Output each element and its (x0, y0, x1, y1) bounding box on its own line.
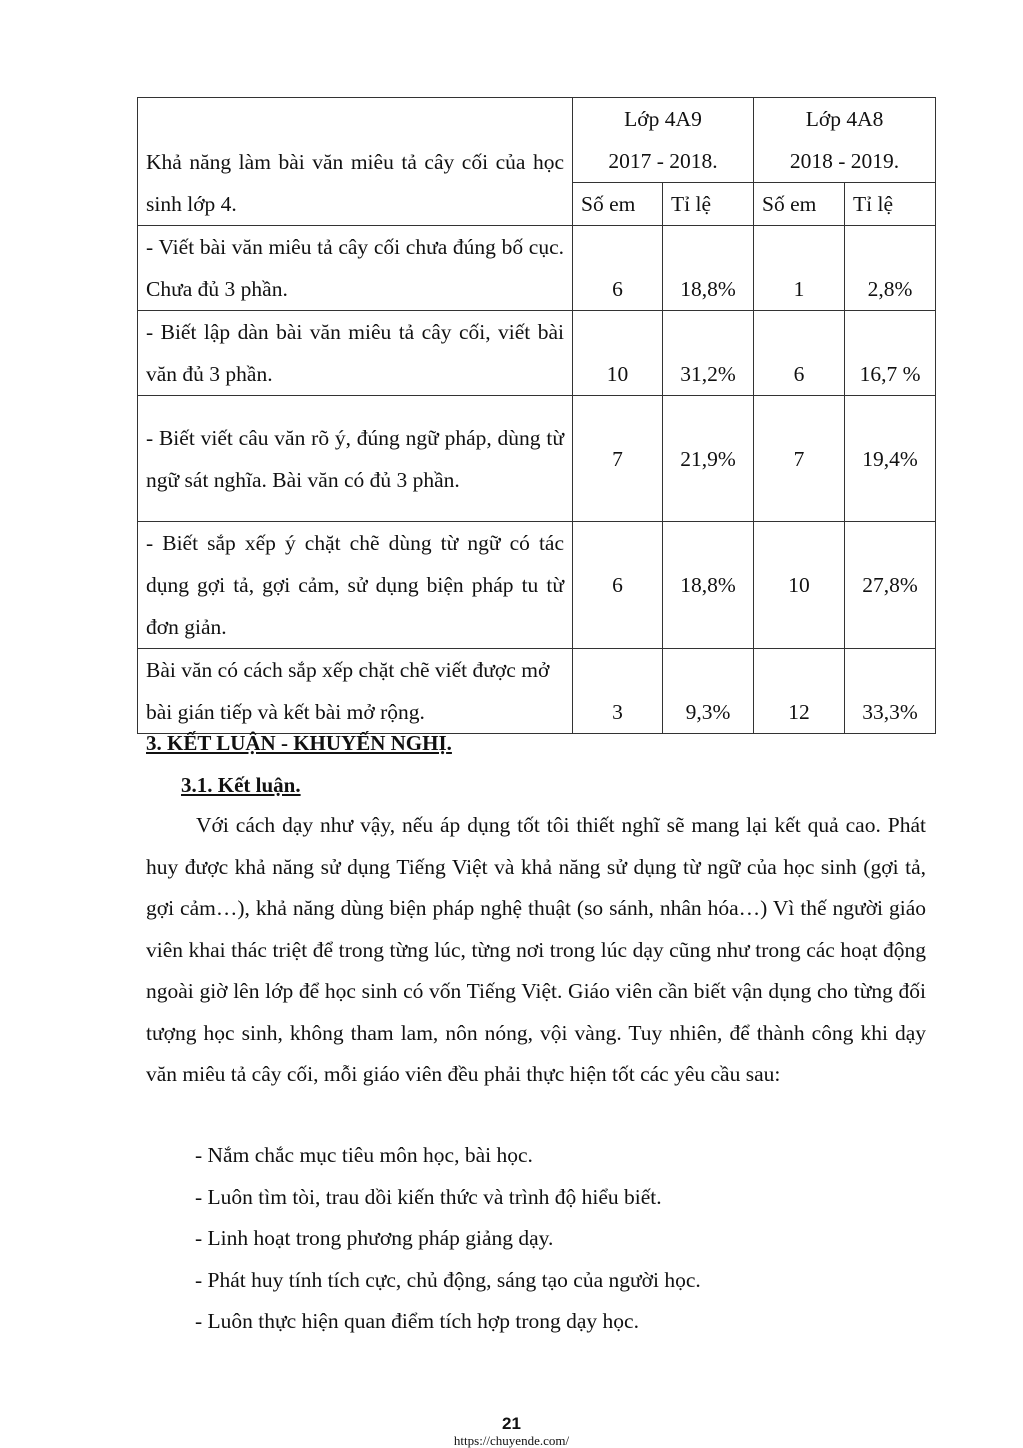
class1-ratio-cell: 31,2% (663, 311, 754, 396)
class1-ratio-cell: 9,3% (663, 649, 754, 734)
class2-ratio-cell: 2,8% (845, 226, 936, 311)
criteria-header-cell (138, 98, 573, 226)
table-row (138, 522, 936, 649)
class1-count-cell: 10 (573, 311, 663, 396)
class2-ratio-cell: 16,7 % (845, 311, 936, 396)
class1-count-cell: 3 (573, 649, 663, 734)
list-item: - Phát huy tính tích cực, chủ động, sáng tạo của người học. (195, 1267, 701, 1292)
criterion-cell: - Viết bài văn miêu tả cây cối chưa đúng bố cục. Chưa đủ 3 phần. (138, 226, 573, 311)
class1-count-cell: 7 (573, 396, 663, 522)
table-row (138, 396, 936, 522)
class2-count-cell: 12 (754, 649, 845, 734)
page-number: 21 (502, 1414, 521, 1433)
list-item: - Luôn thực hiện quan điểm tích hợp trong dạy học. (195, 1309, 639, 1333)
criterion-cell: - Biết lập dàn bài văn miêu tả cây cối, viết bài văn đủ 3 phần. (138, 311, 573, 396)
class2-count-header: Số em (754, 183, 845, 226)
class2-count-cell: 10 (754, 522, 845, 649)
class1-count-header: Số em (573, 183, 663, 226)
table-row (138, 311, 936, 396)
section-heading-text: 3. KẾT LUẬN - KHUYẾN NGHỊ (146, 731, 447, 755)
class2-ratio-cell: 19,4% (845, 396, 936, 522)
subsection-heading: 3.1. Kết luận. (181, 773, 301, 797)
class1-header-cell (573, 98, 754, 183)
class1-count-cell: 6 (573, 226, 663, 311)
class2-name: Lớp 4A8 (805, 107, 884, 131)
criterion-cell: - Biết viết câu văn rõ ý, đúng ngữ pháp, dùng từ ngữ sát nghĩa. Bài văn có đủ 3 phần. (138, 396, 573, 522)
results-table (137, 97, 936, 734)
class1-count-cell: 6 (573, 522, 663, 649)
class2-ratio-cell: 27,8% (845, 522, 936, 649)
class2-count-cell: 1 (754, 226, 845, 311)
criterion-cell: Bài văn có cách sắp xếp chặt chẽ viết được mở bài gián tiếp và kết bài mở rộng. (138, 649, 573, 734)
class1-ratio-header: Tỉ lệ (663, 183, 754, 226)
class1-ratio-cell: 21,9% (663, 396, 754, 522)
class1-year: 2017 - 2018. (608, 149, 718, 173)
class2-ratio-header: Tỉ lệ (845, 183, 936, 226)
footer-url[interactable]: https://chuyende.com/ (453, 1433, 570, 1448)
list-item: - Nắm chắc mục tiêu môn học, bài học. (195, 1143, 533, 1167)
class2-count-cell: 7 (754, 396, 845, 522)
class1-name: Lớp 4A9 (624, 107, 702, 131)
section-heading-tail: . (446, 731, 452, 755)
criterion-cell: - Biết sắp xếp ý chặt chẽ dùng từ ngữ có tác dụng gợi tả, gợi cảm, sử dụng biện pháp tu từ đơn giản. (138, 522, 573, 649)
class2-count-cell: 6 (754, 311, 845, 396)
class2-year: 2018 - 2019. (789, 149, 900, 173)
class2-header-cell (754, 98, 936, 183)
list-item: - Linh hoạt trong phương pháp giảng dạy. (195, 1226, 554, 1250)
list-item: - Luôn tìm tòi, trau dồi kiến thức và trình độ hiểu biết. (195, 1184, 662, 1209)
section-heading (146, 728, 452, 758)
table-row (138, 649, 936, 734)
requirements-list (195, 1135, 701, 1343)
class2-ratio-cell: 33,3% (845, 649, 936, 734)
criteria-header: Khả năng làm bài văn miêu tả cây cối của học sinh lớp 4. (146, 150, 564, 216)
class1-ratio-cell: 18,8% (663, 226, 754, 311)
conclusion-paragraph: Với cách dạy như vậy, nếu áp dụng tốt tôi thiết nghĩ sẽ mang lại kết quả cao. Phát huy được khả năng sử dụng Tiếng Việt và khả năng sử dụng từ ngữ của học sinh (gợi tả, gợi cảm…), khả năng dùng biện pháp nghệ thuật (so sánh, nhân hóa…) Vì thế người giáo viên khai thác triệt để trong từng lúc, từng nơi trong lúc dạy cũng như trong các hoạt động ngoài giờ lên lớp để học sinh có vốn Tiếng Việt. Giáo viên cần biết vận dụng cho từng đối tượng học sinh, không tham lam, nôn nóng, vội vàng. Tuy nhiên, để thành công khi dạy văn miêu tả cây cối, mỗi giáo viên đều phải thực hiện tốt các yêu cầu sau: (146, 813, 926, 1086)
class1-ratio-cell: 18,8% (663, 522, 754, 649)
table-row (138, 226, 936, 311)
